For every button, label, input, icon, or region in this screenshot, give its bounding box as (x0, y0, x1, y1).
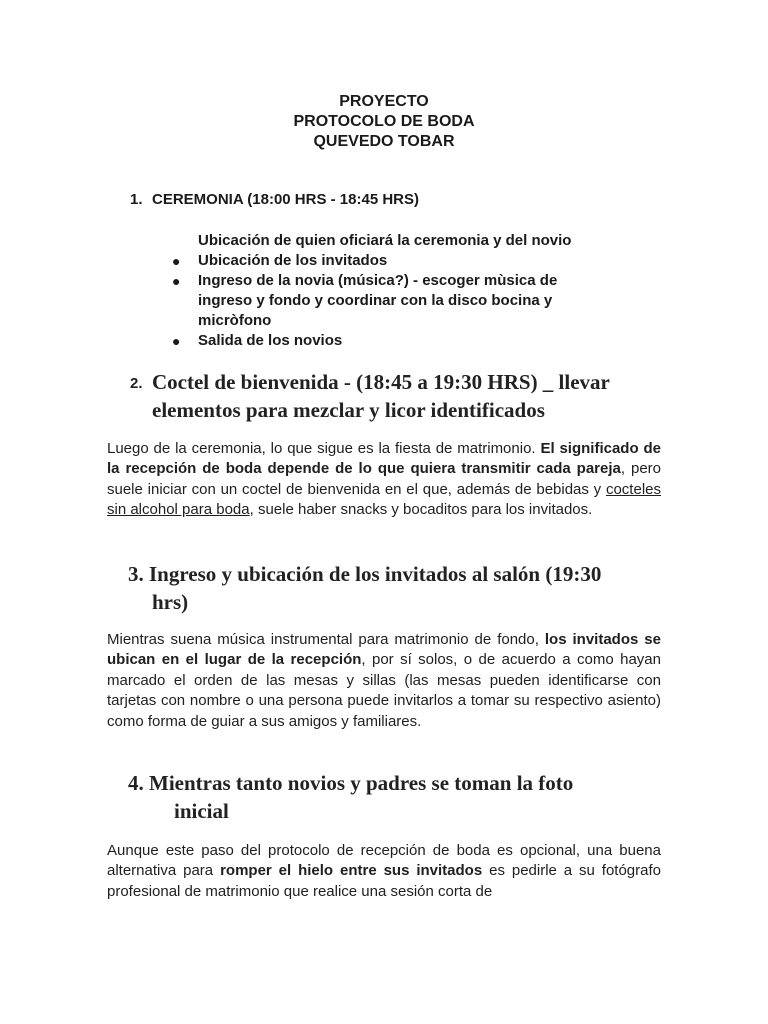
title-line-protocol: PROTOCOLO DE BODA (293, 113, 475, 130)
section-4-heading (128, 769, 668, 825)
section-2-heading (130, 368, 690, 424)
bullet-icon: ● (172, 273, 181, 289)
list-item (172, 331, 612, 351)
section-3-title-line-1: 3. Ingreso y ubicación de los invitados al salón (19:30 (128, 562, 602, 586)
section-3-paragraph (107, 630, 661, 732)
list-item (172, 251, 612, 271)
list-item-text: Ingreso de la novia (música?) - escoger mùsica de ingreso y fondo y coordinar con la disco bocina y micròfono (198, 272, 558, 329)
title-line-names: QUEVEDO TOBAR (313, 133, 455, 150)
cocktails-link[interactable]: cocteles sin alcohol para boda (107, 480, 661, 519)
section-2-paragraph (107, 439, 661, 521)
paragraph-text: , suele haber snacks y bocaditos para los invitados. (249, 501, 593, 519)
paragraph-bold-text: los invitados se ubican en el lugar de la recepción (107, 631, 661, 669)
list-item (172, 271, 612, 331)
section-1-bullet-list (172, 251, 612, 351)
section-4-title-line-1: 4. Mientras tanto novios y padres se toman la foto (128, 771, 574, 795)
section-3-title-line-2: hrs) (152, 590, 189, 614)
list-item-text: Ubicación de los invitados (198, 252, 388, 269)
paragraph-bold-text: romper el hielo entre sus invitados (220, 862, 483, 880)
section-1-number: 1. (130, 191, 143, 208)
section-3-heading (128, 560, 668, 616)
paragraph-bold-text: El significado de la recepción de boda depende de lo que quiera transmitir cada pareja (107, 440, 661, 478)
list-item-text: Salida de los novios (198, 332, 343, 349)
paragraph-text: , pero suele iniciar con un coctel de bienvenida en el que, además de bebidas y (107, 460, 662, 498)
section-2-number: 2. (130, 375, 143, 392)
section-1-heading (130, 191, 419, 209)
paragraph-text: Aunque este paso del protocolo de recepción de boda es opcional, una buena alternativa para (107, 842, 661, 880)
paragraph-text: es pedirle a su fotógrafo profesional de matrimonio que realice una sesión corta de (107, 862, 662, 900)
paragraph-text: Mientras suena música instrumental para matrimonio de fondo, (107, 631, 545, 648)
section-2-title: Coctel de bienvenida - (18:45 a 19:30 HRS) _ llevar elementos para mezclar y licor identificados (152, 370, 610, 422)
title-line-project: PROYECTO (339, 93, 429, 110)
section-4-title-line-2: inicial (174, 799, 229, 823)
bullet-icon: ● (172, 333, 181, 349)
paragraph-text: Luego de la ceremonia, lo que sigue es la fiesta de matrimonio. (107, 440, 541, 457)
section-1-title: CEREMONIA (18:00 HRS - 18:45 HRS) (152, 191, 420, 208)
document-title (0, 92, 768, 152)
bullet-icon: ● (172, 253, 181, 269)
section-4-paragraph (107, 841, 661, 902)
paragraph-text: , por sí solos, o de acuerdo a como hayan marcado el orden de las mesas y sillas (las mesas pueden identificarse con tarjetas con nombre o una persona puede invitarlos a tomar su respectivo asiento) como forma de guiar a sus amigos y familiares. (107, 651, 661, 730)
section-1-intro: Ubicación de quien oficiará la ceremonia y del novio (198, 232, 572, 249)
